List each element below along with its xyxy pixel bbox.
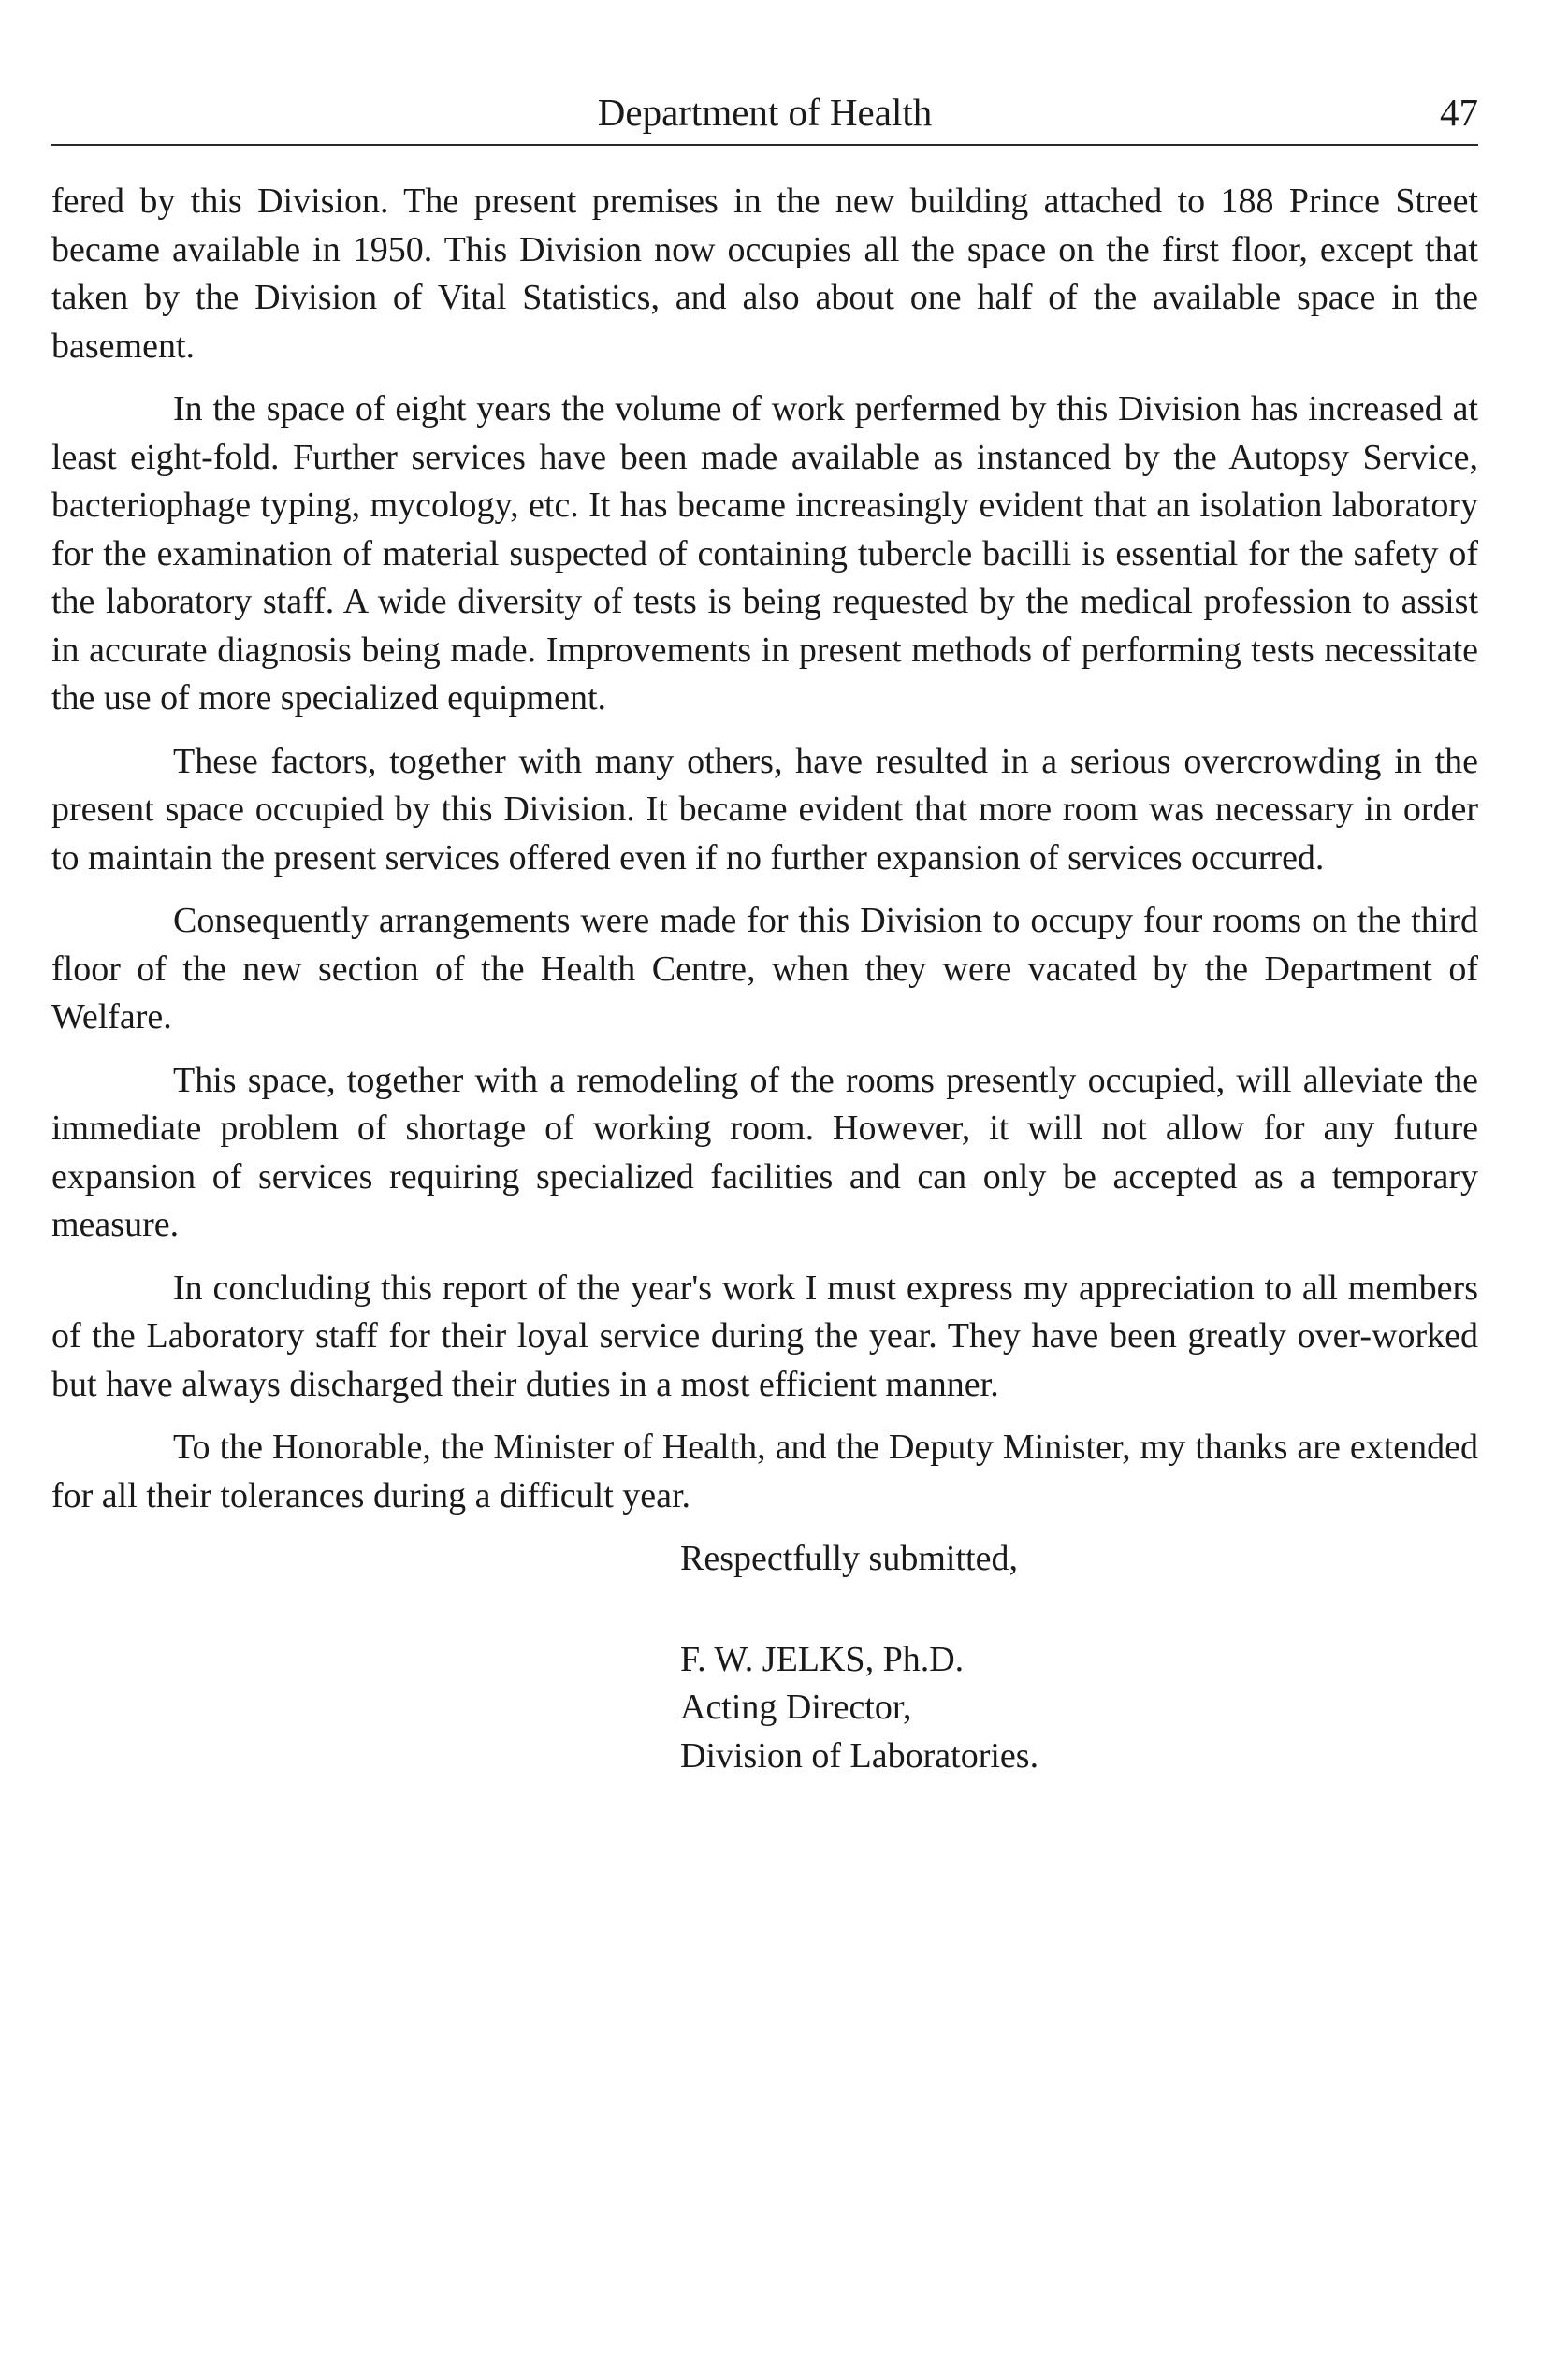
paragraph-appreciation: In concluding this report of the year's work I must express my appreciation to all members of the Laboratory staff for their loyal service during the year. They have been greatly over-worked but have always discharged their duties in a most efficient manner.	[51, 1268, 1478, 1404]
running-header	[51, 84, 1478, 140]
paragraph-overcrowding: These factors, together with many others, have resulted in a serious overcrowding in the present space occupied by this Division. It became evident that more room was necessary in order to maintain the present services offered even if no further expansion of services occurred.	[51, 741, 1478, 877]
paragraph-volume-of-work: In the space of eight years the volume of work perfermed by this Division has increased at least eight-fold. Further services have been made available as instanced by the Autopsy Service, bacteriophage typing, mycology, etc. It has became increasingly evident that an isolation laboratory for the examination of material suspected of containing tubercle bacilli is essential for the safety of the laboratory staff. A wide diversity of tests is being requested by the medical profession to assist in accurate diagnosis being made. Improvements in present methods of performing tests necessitate the use of more specialized equipment.	[51, 389, 1478, 718]
page-number: 47	[1440, 91, 1478, 134]
running-title: Department of Health	[597, 91, 933, 134]
signatory-division: Division of Laboratories.	[680, 1735, 1039, 1776]
paragraph-thanks: To the Honorable, the Minister of Health, and the Deputy Minister, my thanks are extended for all their tolerances during a difficult year.	[51, 1428, 1478, 1515]
header-rule	[51, 144, 1478, 146]
signatory-name: F. W. JELKS, Ph.D.	[680, 1639, 965, 1679]
signature-block	[680, 1535, 1478, 1780]
paragraph-continuation: fered by this Division. The present premises in the new building attached to 188 Prince Street became available in 1950. This Division now occupies all the space on the first floor, except that taken by the Division of Vital Statistics, and also about one half of the available space in the basement.	[51, 181, 1478, 366]
paragraph-temporary-measure: This space, together with a remodeling of the rooms presently occupied, will alleviate the immediate problem of shortage of working room. However, it will not allow for any future expansion of services requiring specialized facilities and can only be accepted as a temporary measure.	[51, 1060, 1478, 1244]
paragraph-arrangements: Consequently arrangements were made for this Division to occupy four rooms on the third floor of the new section of the Health Centre, when they were vacated by the Department of Welfare.	[51, 901, 1478, 1037]
document-page	[51, 84, 1478, 1780]
signatory-title: Acting Director,	[680, 1688, 912, 1727]
closing-line: Respectfully submitted,	[680, 1539, 1018, 1578]
